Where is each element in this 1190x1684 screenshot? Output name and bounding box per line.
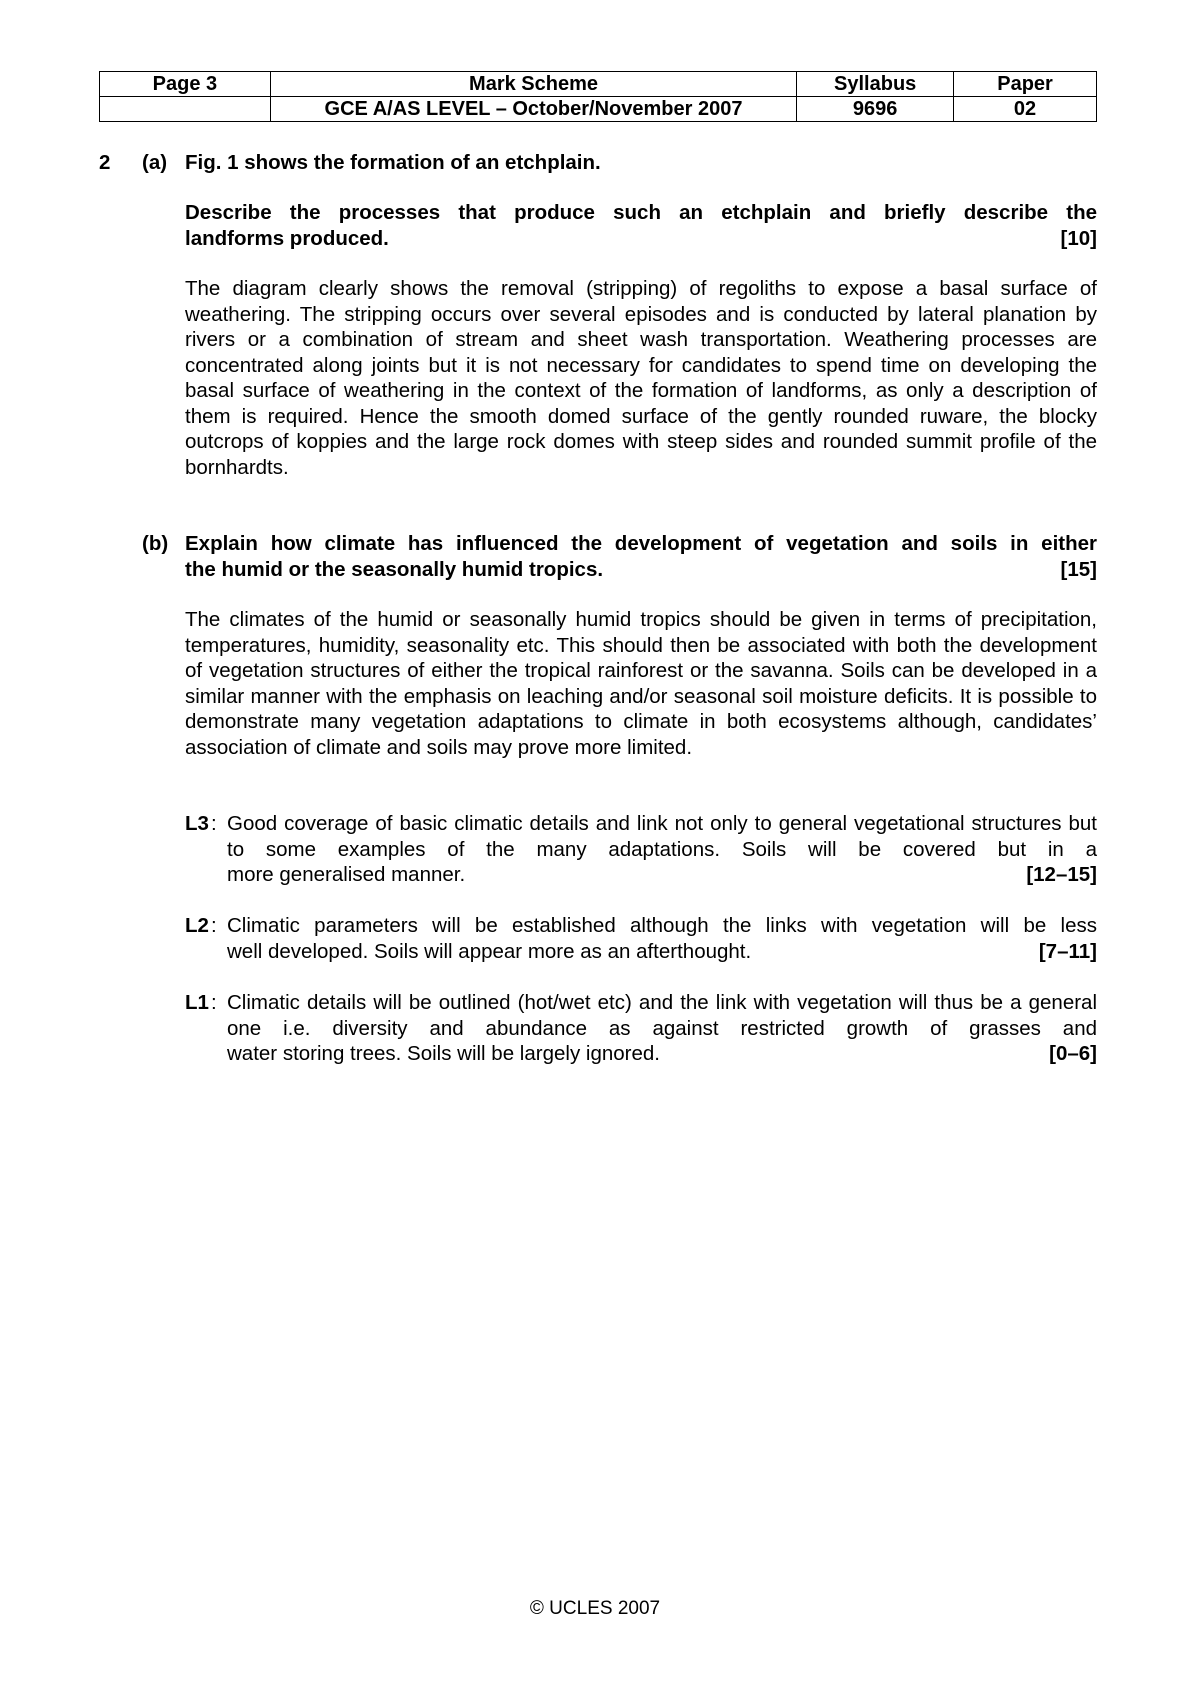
level-l2-last-row	[227, 939, 1097, 965]
level-l2-marks: [7–11]	[1038, 939, 1097, 963]
header-paper-label: Paper	[954, 72, 1097, 97]
part-b-label: (b)	[142, 532, 169, 555]
level-l1	[185, 990, 1097, 1067]
header-paper-code: 02	[954, 97, 1097, 122]
level-l1-label: L1	[185, 991, 209, 1014]
level-l2	[185, 913, 1097, 964]
part-a-task-line2: landforms produced.	[185, 226, 389, 250]
part-b-marks: [15]	[1060, 557, 1097, 581]
level-l2-text: Climatic parameters will be established although the links with vegetation will be less	[227, 914, 1097, 937]
part-b-answer: The climates of the humid or seasonally humid tropics should be given in terms of precipitation, temperatures, humidity, seasonality etc. This should then be associated with both the development of vegetation structures of either the tropical rainforest or the savanna. Soils can be developed in a similar manner with the emphasis on leaching and/or seasonal soil moisture deficits. It is possible to demonstrate many vegetation adaptations to climate in both ecosystems although, candidates’ association of climate and soils may prove more limited.	[185, 608, 1097, 759]
header-row-1	[100, 72, 1097, 97]
level-l1-marks: [0–6]	[1049, 1042, 1097, 1065]
header-exam: GCE A/AS LEVEL – October/November 2007	[270, 97, 796, 122]
level-l3-text: Good coverage of basic climatic details and link not only to general vegetational structures but to some examples of the many adaptations. Soils will be covered but in a	[227, 812, 1097, 861]
level-l2-body	[227, 913, 1097, 964]
level-l3-marks: [12–15]	[1026, 863, 1097, 886]
header-page: Page 3	[100, 72, 271, 97]
level-l3-body	[227, 811, 1097, 888]
header-row-2	[100, 97, 1097, 122]
level-l1-colon: :	[211, 991, 217, 1014]
footer-copyright: © UCLES 2007	[529, 1598, 661, 1619]
level-l2-last: well developed. Soils will appear more as an afterthought.	[227, 939, 752, 963]
level-l3	[185, 811, 1097, 888]
level-l1-last: water storing trees. Soils will be largely ignored.	[227, 1042, 660, 1065]
part-a-intro: Fig. 1 shows the formation of an etchplain.	[185, 151, 601, 174]
part-b-task-line2: the humid or the seasonally humid tropics.	[185, 557, 604, 581]
part-b-task-line2-row	[185, 557, 1097, 583]
part-b-task	[185, 531, 1097, 582]
header-title: Mark Scheme	[270, 72, 796, 97]
level-l3-last-row	[227, 862, 1097, 888]
level-l3-label: L3	[185, 812, 209, 835]
part-a-task-line2-row	[185, 226, 1097, 252]
part-a-label: (a)	[142, 151, 168, 174]
level-l2-colon: :	[211, 914, 217, 937]
part-a-task	[185, 200, 1097, 251]
header-table	[99, 71, 1097, 122]
level-l3-colon: :	[211, 812, 217, 835]
header-syllabus-label: Syllabus	[797, 72, 954, 97]
level-l2-label: L2	[185, 914, 209, 937]
question-number: 2	[99, 151, 111, 174]
part-a-marks: [10]	[1060, 226, 1097, 250]
part-b-task-line1: Explain how climate has influenced the development of vegetation and soils in either	[185, 532, 1097, 555]
header-syllabus-code: 9696	[797, 97, 954, 122]
level-l1-text: Climatic details will be outlined (hot/wet etc) and the link with vegetation will thus be a general one i.e. diversity and abundance as against restricted growth of grasses and	[227, 991, 1097, 1040]
part-a-answer: The diagram clearly shows the removal (stripping) of regoliths to expose a basal surface of weathering. The stripping occurs over several episodes and is conducted by lateral planation by rivers or a combination of stream and sheet wash transportation. Weathering processes are concentrated along joints but it is not necessary for candidates to spend time on developing the basal surface of weathering in the context of the formation of landforms, as only a description of them is required. Hence the smooth domed surface of the gently rounded ruware, the blocky outcrops of koppies and the large rock domes with steep sides and rounded summit profile of the bornhardts.	[185, 277, 1097, 479]
part-a-task-line1: Describe the processes that produce such an etchplain and briefly describe the	[185, 201, 1097, 224]
level-l1-body	[227, 990, 1097, 1067]
level-l3-last: more generalised manner.	[227, 863, 466, 886]
level-l1-last-row	[227, 1041, 1097, 1067]
header-empty-cell	[100, 97, 271, 122]
